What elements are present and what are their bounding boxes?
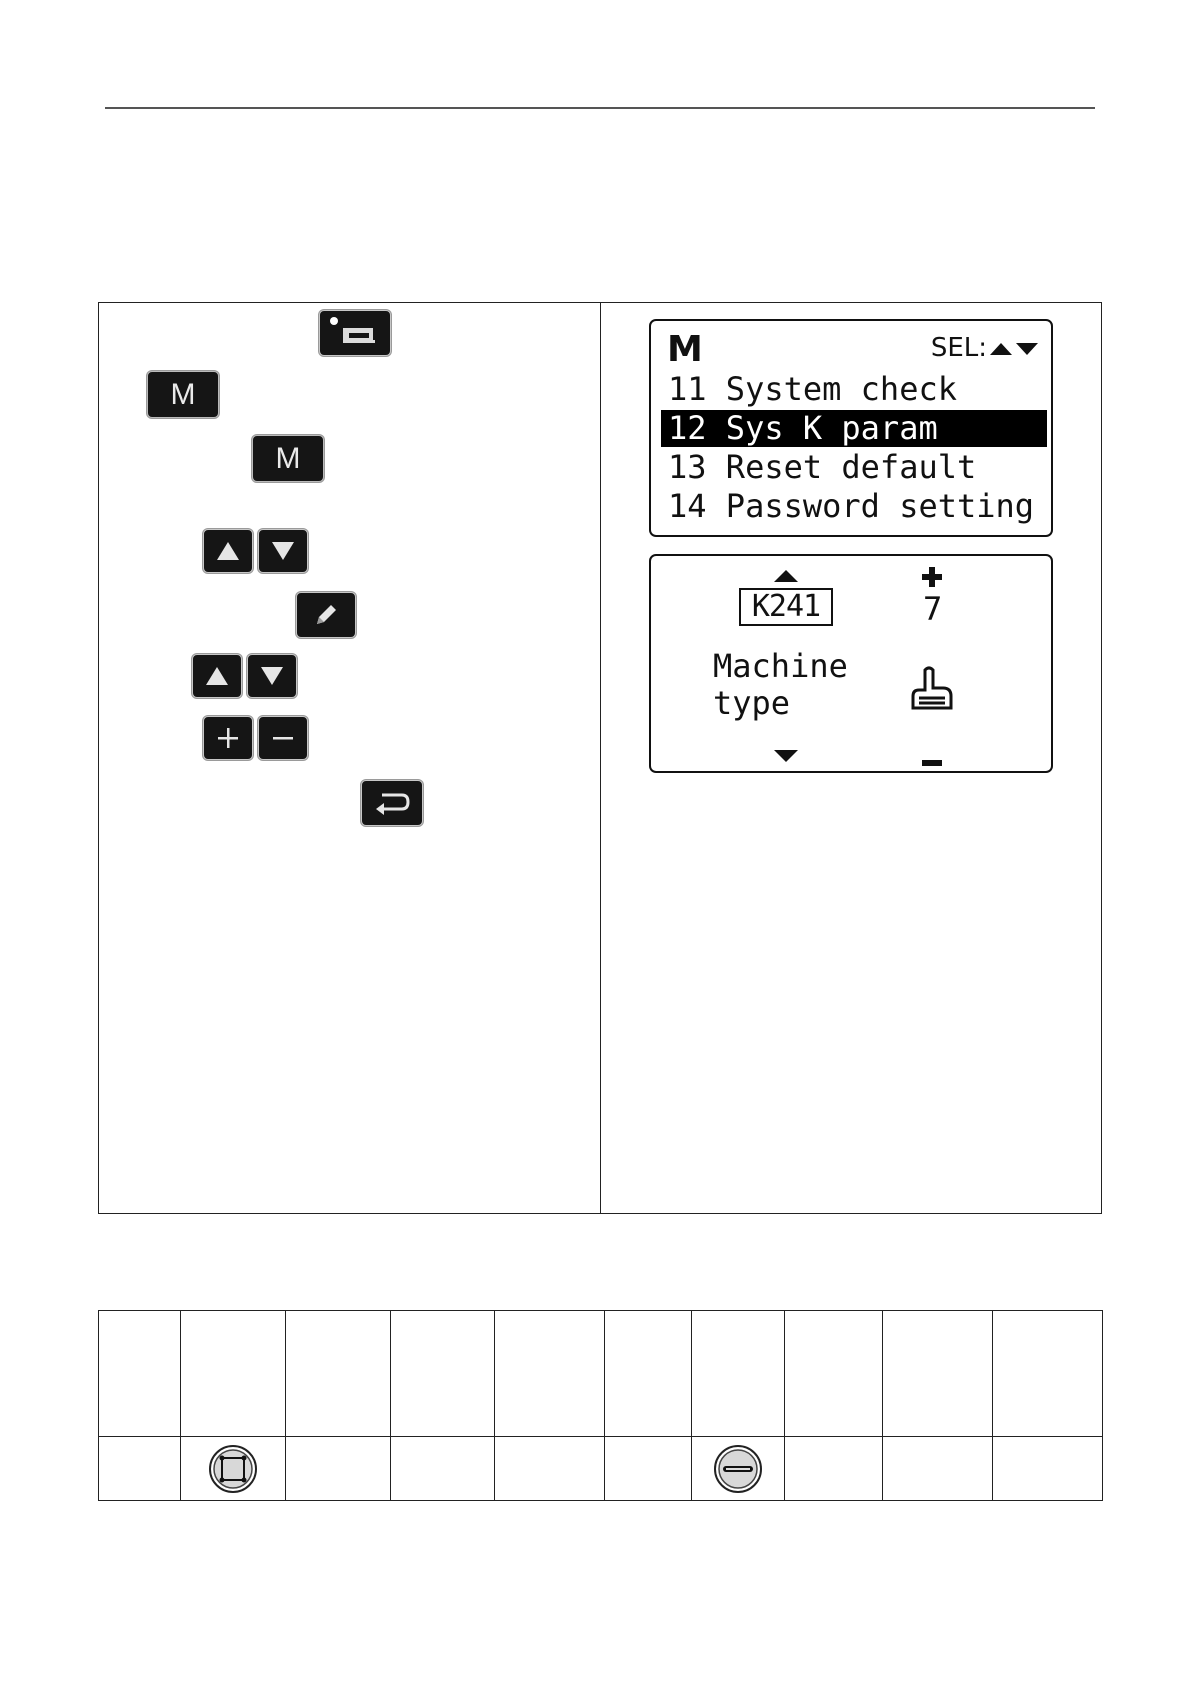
parameter-name-line1: Machine [713, 647, 848, 685]
bar-button-icon [692, 1444, 784, 1494]
mode-key-label: M [275, 441, 301, 475]
select-label: SEL: [930, 333, 987, 363]
down-arrow-icon [270, 540, 296, 562]
down-arrow-icon [259, 665, 285, 687]
table-cell [495, 1311, 605, 1437]
parameter-value: 7 [923, 590, 943, 628]
down-key-1[interactable] [258, 529, 308, 573]
table-cell [785, 1311, 883, 1437]
table-cell [692, 1311, 785, 1437]
down-key-2[interactable] [247, 654, 297, 698]
menu-select-hint [931, 333, 1039, 363]
return-arrow-icon [372, 789, 412, 817]
table-cell [99, 1311, 181, 1437]
square-frame-button-icon [181, 1444, 285, 1494]
code-table-header-row [99, 1311, 1103, 1437]
menu-item-password-setting[interactable]: 14 Password setting [668, 487, 1035, 525]
pencil-icon [311, 602, 341, 628]
menu-item-reset-default[interactable]: 13 Reset default [668, 448, 977, 486]
table-cell [286, 1311, 391, 1437]
mode-key-label: M [170, 377, 196, 411]
param-minus-icon [921, 752, 943, 771]
table-cell [692, 1437, 785, 1501]
param-plus-icon [921, 566, 943, 592]
hand-pointer-icon [907, 666, 955, 716]
table-cell [99, 1437, 181, 1501]
param-down-triangle-icon [773, 748, 799, 767]
table-cell [993, 1311, 1103, 1437]
mode-key-1[interactable] [147, 371, 219, 418]
up-key-1[interactable] [203, 529, 253, 573]
up-arrow-icon [215, 540, 241, 562]
table-cell [391, 1437, 495, 1501]
table-cell [605, 1437, 692, 1501]
parameter-name-line2: type [713, 684, 791, 722]
parameter-name [713, 648, 913, 722]
down-triangle-icon [1015, 333, 1039, 363]
table-cell [181, 1311, 286, 1437]
table-cell [993, 1437, 1103, 1501]
sewing-machine-icon [329, 316, 381, 350]
edit-key[interactable] [296, 592, 356, 638]
menu-item-system-check[interactable]: 11 System check [668, 370, 957, 408]
plus-icon [215, 725, 241, 751]
table-cell [605, 1311, 692, 1437]
code-table [98, 1310, 1103, 1501]
table-cell [391, 1311, 495, 1437]
table-cell [181, 1437, 286, 1501]
table-cell [785, 1437, 883, 1501]
sewing-mode-key[interactable] [319, 310, 391, 356]
code-table-icon-row [99, 1437, 1103, 1501]
minus-icon [270, 725, 296, 751]
lcd-parameter-screen [649, 554, 1053, 773]
column-divider [600, 303, 601, 1213]
menu-item-sys-k-param[interactable]: 12 Sys K param [661, 410, 1047, 447]
header-rule [105, 107, 1095, 109]
minus-key[interactable] [258, 716, 308, 760]
lcd-menu-screen [649, 319, 1053, 537]
parameter-code: K241 [739, 588, 833, 626]
table-cell [286, 1437, 391, 1501]
up-arrow-icon [204, 665, 230, 687]
menu-title: M [667, 329, 702, 370]
mode-key-2[interactable] [252, 435, 324, 482]
up-key-2[interactable] [192, 654, 242, 698]
param-up-triangle-icon [773, 568, 799, 587]
table-cell [883, 1311, 993, 1437]
table-cell [495, 1437, 605, 1501]
table-cell [883, 1437, 993, 1501]
return-key[interactable] [361, 780, 423, 826]
plus-key[interactable] [203, 716, 253, 760]
up-triangle-icon [989, 333, 1013, 363]
